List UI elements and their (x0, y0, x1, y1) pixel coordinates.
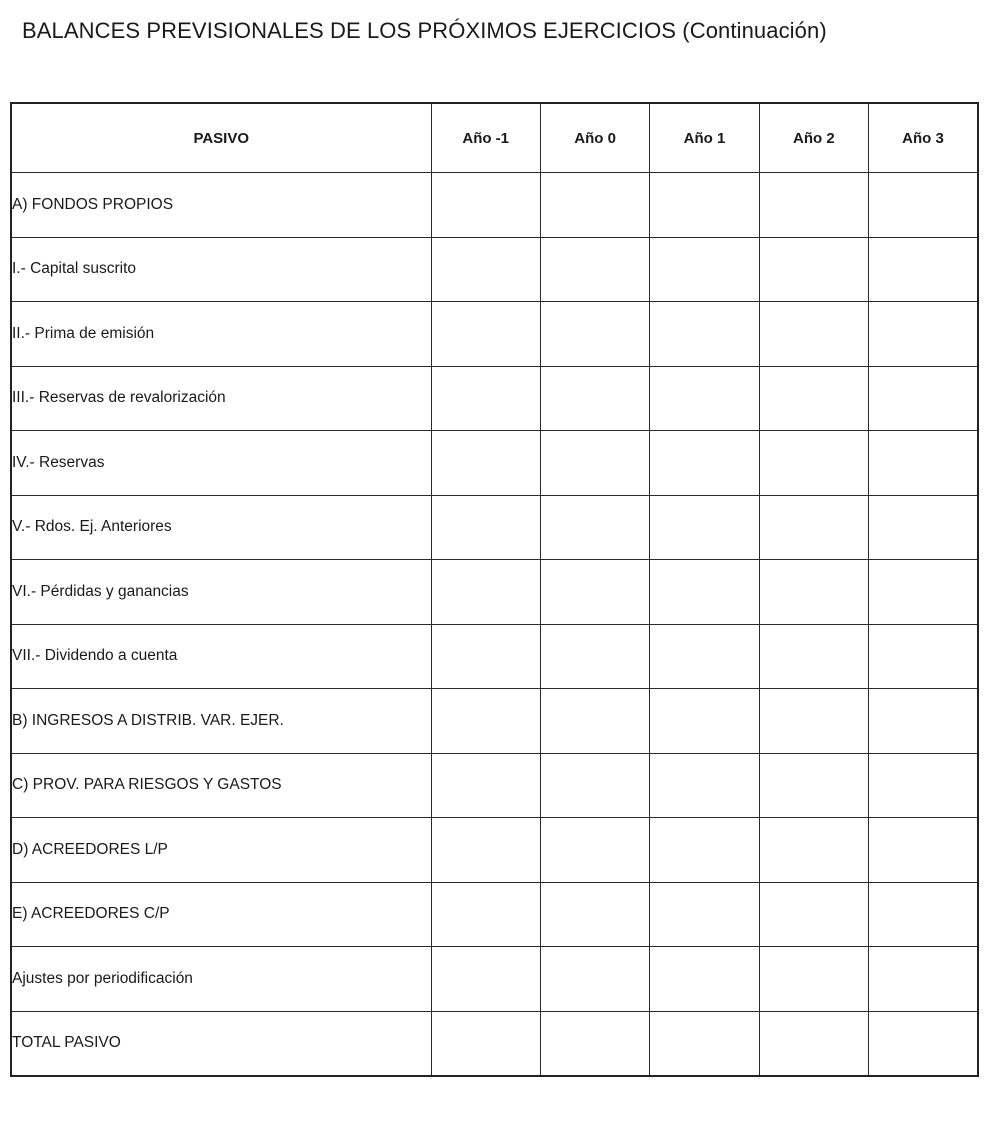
value-cell[interactable] (431, 495, 540, 560)
page-title: BALANCES PREVISIONALES DE LOS PRÓXIMOS EJERCICIOS (Continuación) (22, 18, 827, 43)
value-cell[interactable] (759, 495, 868, 560)
value-cell[interactable] (650, 495, 759, 560)
value-cell[interactable] (869, 624, 978, 689)
value-cell[interactable] (650, 947, 759, 1012)
value-cell[interactable] (869, 689, 978, 754)
value-cell[interactable] (540, 560, 649, 625)
row-label: VII.- Dividendo a cuenta (11, 624, 431, 689)
value-cell[interactable] (759, 302, 868, 367)
value-cell[interactable] (540, 947, 649, 1012)
value-cell[interactable] (540, 366, 649, 431)
table-row (11, 624, 978, 689)
value-cell[interactable] (540, 818, 649, 883)
header-year-0: Año 0 (540, 103, 649, 173)
value-cell[interactable] (869, 1011, 978, 1076)
value-cell[interactable] (431, 560, 540, 625)
row-label: IV.- Reservas (11, 431, 431, 496)
value-cell[interactable] (431, 753, 540, 818)
value-cell[interactable] (540, 173, 649, 238)
value-cell[interactable] (869, 431, 978, 496)
value-cell[interactable] (650, 237, 759, 302)
row-label: E) ACREEDORES C/P (11, 882, 431, 947)
value-cell[interactable] (431, 302, 540, 367)
value-cell[interactable] (650, 431, 759, 496)
value-cell[interactable] (540, 689, 649, 754)
header-year-minus-1: Año -1 (431, 103, 540, 173)
header-year-2: Año 2 (759, 103, 868, 173)
value-cell[interactable] (650, 366, 759, 431)
value-cell[interactable] (869, 947, 978, 1012)
table-header-row (11, 103, 978, 173)
value-cell[interactable] (431, 173, 540, 238)
value-cell[interactable] (431, 366, 540, 431)
value-cell[interactable] (759, 689, 868, 754)
table-row (11, 818, 978, 883)
value-cell[interactable] (540, 302, 649, 367)
value-cell[interactable] (759, 431, 868, 496)
table-row (11, 560, 978, 625)
value-cell[interactable] (650, 753, 759, 818)
row-label: VI.- Pérdidas y ganancias (11, 560, 431, 625)
value-cell[interactable] (431, 431, 540, 496)
value-cell[interactable] (869, 366, 978, 431)
value-cell[interactable] (759, 753, 868, 818)
value-cell[interactable] (650, 560, 759, 625)
value-cell[interactable] (431, 947, 540, 1012)
value-cell[interactable] (540, 753, 649, 818)
value-cell[interactable] (759, 560, 868, 625)
value-cell[interactable] (759, 237, 868, 302)
value-cell[interactable] (540, 624, 649, 689)
row-label: III.- Reservas de revalorización (11, 366, 431, 431)
row-label: V.- Rdos. Ej. Anteriores (11, 495, 431, 560)
value-cell[interactable] (759, 947, 868, 1012)
value-cell[interactable] (540, 882, 649, 947)
row-label: II.- Prima de emisión (11, 302, 431, 367)
value-cell[interactable] (759, 882, 868, 947)
table-row (11, 173, 978, 238)
header-year-3: Año 3 (869, 103, 978, 173)
table-row (11, 753, 978, 818)
value-cell[interactable] (540, 431, 649, 496)
row-label: A) FONDOS PROPIOS (11, 173, 431, 238)
value-cell[interactable] (431, 237, 540, 302)
value-cell[interactable] (431, 624, 540, 689)
value-cell[interactable] (650, 302, 759, 367)
value-cell[interactable] (869, 237, 978, 302)
table-row (11, 237, 978, 302)
value-cell[interactable] (869, 882, 978, 947)
row-label: I.- Capital suscrito (11, 237, 431, 302)
value-cell[interactable] (759, 818, 868, 883)
value-cell[interactable] (869, 495, 978, 560)
value-cell[interactable] (650, 1011, 759, 1076)
pasivo-table (10, 102, 979, 1077)
value-cell[interactable] (869, 302, 978, 367)
table-row (11, 689, 978, 754)
value-cell[interactable] (869, 753, 978, 818)
value-cell[interactable] (540, 495, 649, 560)
value-cell[interactable] (431, 1011, 540, 1076)
value-cell[interactable] (650, 689, 759, 754)
value-cell[interactable] (759, 173, 868, 238)
row-label: D) ACREEDORES L/P (11, 818, 431, 883)
value-cell[interactable] (759, 1011, 868, 1076)
table-row (11, 947, 978, 1012)
table-row (11, 1011, 978, 1076)
value-cell[interactable] (759, 366, 868, 431)
table-row (11, 366, 978, 431)
row-label: B) INGRESOS A DISTRIB. VAR. EJER. (11, 689, 431, 754)
value-cell[interactable] (650, 882, 759, 947)
value-cell[interactable] (540, 237, 649, 302)
value-cell[interactable] (759, 624, 868, 689)
value-cell[interactable] (869, 818, 978, 883)
value-cell[interactable] (869, 560, 978, 625)
value-cell[interactable] (431, 882, 540, 947)
value-cell[interactable] (869, 173, 978, 238)
value-cell[interactable] (431, 818, 540, 883)
table-row (11, 302, 978, 367)
value-cell[interactable] (431, 689, 540, 754)
row-label: C) PROV. PARA RIESGOS Y GASTOS (11, 753, 431, 818)
value-cell[interactable] (540, 1011, 649, 1076)
value-cell[interactable] (650, 624, 759, 689)
table-row (11, 431, 978, 496)
value-cell[interactable] (650, 818, 759, 883)
header-pasivo: PASIVO (11, 103, 431, 173)
table-row (11, 495, 978, 560)
value-cell[interactable] (650, 173, 759, 238)
header-year-1: Año 1 (650, 103, 759, 173)
row-label: TOTAL PASIVO (11, 1011, 431, 1076)
table-row (11, 882, 978, 947)
row-label: Ajustes por periodificación (11, 947, 431, 1012)
